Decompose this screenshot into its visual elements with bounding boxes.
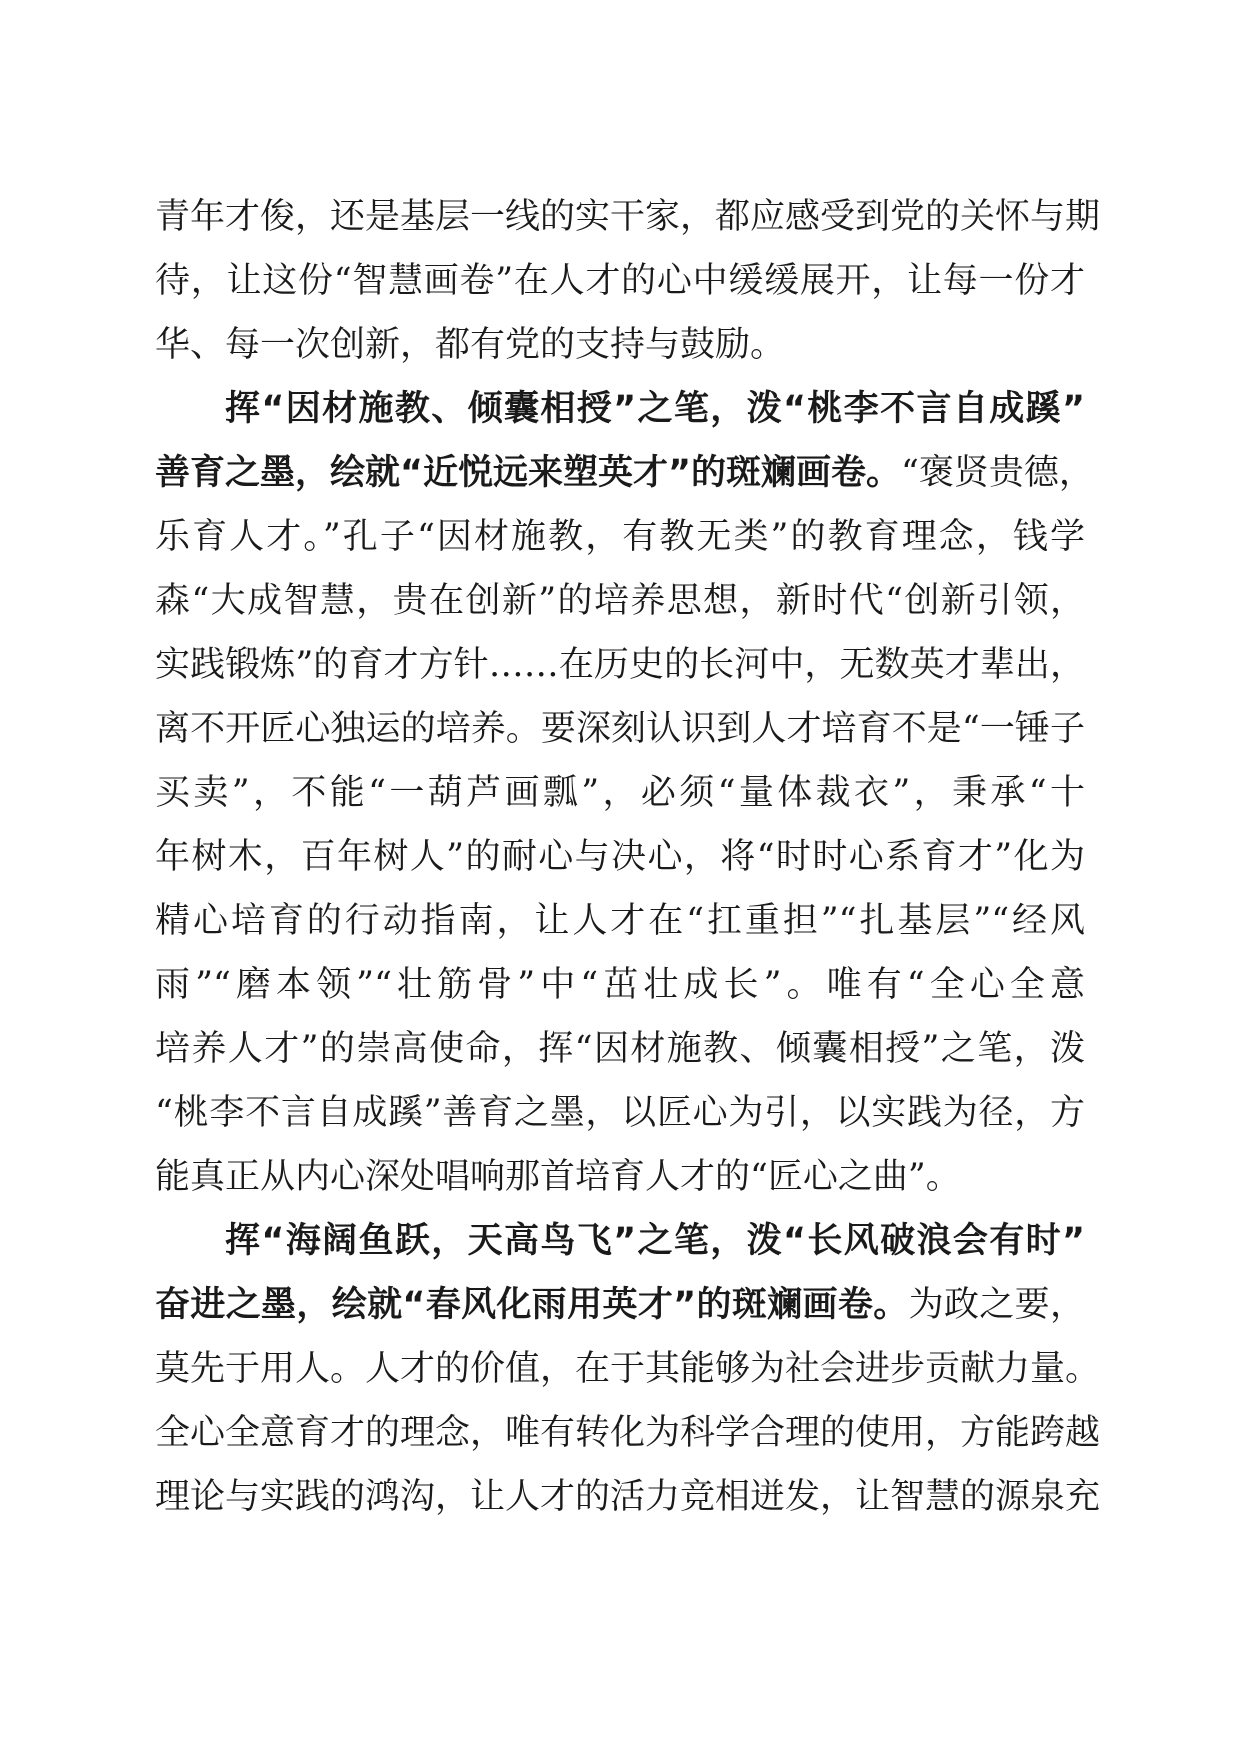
document-body	[155, 185, 1101, 1529]
body-line: 待，让这份“智慧画卷”在人才的心中缓缓展开，让每一份才	[155, 261, 1085, 301]
section-heading-line	[155, 441, 1094, 505]
body-line: 森“大成智慧，贵在创新”的培养思想，新时代“创新引领，	[155, 581, 1085, 621]
body-line: 莫先于用人。人才的价值，在于其能够为社会进步贡献力量。	[155, 1349, 1101, 1389]
section-heading-text: 奋进之墨，绘就“春风化雨用英才”的斑斓画卷。	[155, 1285, 909, 1325]
body-line: 买卖”，不能“一葫芦画瓢”，必须“量体裁衣”，秉承“十	[155, 773, 1085, 813]
body-line: 离不开匠心独运的培养。要深刻认识到人才培育不是“一锤子	[155, 709, 1085, 749]
body-line: 实践锻炼”的育才方针……在历史的长河中，无数英才辈出，	[155, 645, 1085, 685]
section-heading-line: 挥“海阔鱼跃，天高鸟飞”之笔，泼“长风破浪会有时”	[225, 1221, 1085, 1261]
section-heading-line: 挥“因材施教、倾囊相授”之笔，泼“桃李不言自成蹊”	[225, 389, 1085, 429]
body-line: 青年才俊，还是基层一线的实干家，都应感受到党的关怀与期	[155, 197, 1101, 237]
body-line: 乐育人才。”孔子“因材施教，有教无类”的教育理念，钱学	[155, 517, 1085, 557]
body-line: 全心全意育才的理念，唯有转化为科学合理的使用，方能跨越	[155, 1413, 1101, 1453]
body-line: 年树木，百年树人”的耐心与决心，将“时时心系育才”化为	[155, 837, 1085, 877]
section-heading-line	[155, 1273, 1085, 1337]
body-line: 理论与实践的鸿沟，让人才的活力竞相迸发，让智慧的源泉充	[155, 1477, 1101, 1517]
body-line: 能真正从内心深处唱响那首培育人才的“匠心之曲”。	[155, 1157, 961, 1197]
body-line: “桃李不言自成蹊”善育之墨，以匠心为引，以实践为径，方	[155, 1093, 1085, 1133]
body-line: 华、每一次创新，都有党的支持与鼓励。	[155, 325, 786, 365]
body-line: 精心培育的行动指南，让人才在“扛重担”“扎基层”“经风	[155, 901, 1085, 941]
body-line: 培养人才”的崇高使命，挥“因材施教、倾囊相授”之笔，泼	[155, 1029, 1085, 1069]
body-line: 雨”“磨本领”“壮筋骨”中“茁壮成长”。唯有“全心全意	[155, 965, 1085, 1005]
body-text: 为政之要，	[908, 1285, 1085, 1325]
section-heading-text: 善育之墨，绘就“近悦远来塑英才”的斑斓画卷。	[155, 453, 902, 493]
body-text: “褒贤贵德，	[901, 453, 1094, 493]
